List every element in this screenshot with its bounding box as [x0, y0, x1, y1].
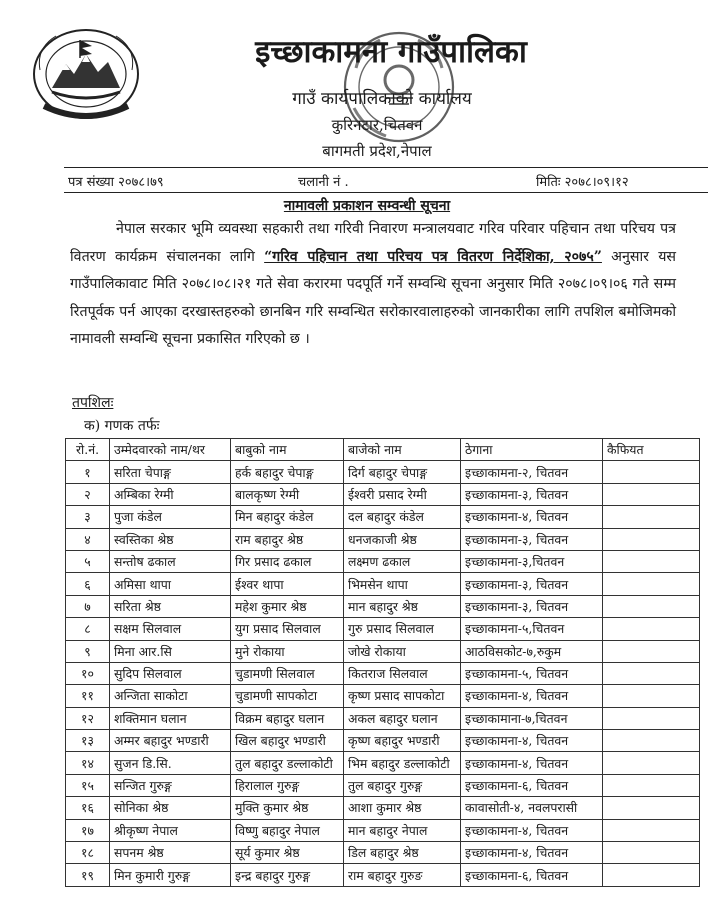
father-name: सूर्य कुमार श्रेष्ठ — [231, 842, 344, 864]
serial-number: १६ — [66, 797, 110, 819]
table-row — [66, 662, 700, 684]
grandfather-name: राम बहादुर गुरुङ — [344, 864, 461, 886]
grandfather-name: जोखे रोकाया — [344, 640, 461, 662]
serial-number: १४ — [66, 752, 110, 774]
grandfather-name: गुरु प्रसाद सिलवाल — [344, 618, 461, 640]
father-name: मिन बहादुर कंडेल — [231, 506, 344, 528]
table-row — [66, 550, 700, 572]
serial-number: ११ — [66, 685, 110, 707]
candidate-name: अम्मर बहादुर भण्डारी — [110, 730, 231, 752]
remarks — [603, 640, 700, 662]
annex-label: तपशिलः — [72, 395, 114, 411]
grandfather-name: दल बहादुर कंडेल — [344, 506, 461, 528]
remarks — [603, 483, 700, 505]
table-row — [66, 640, 700, 662]
col-header-father-name: बाबुको नाम — [231, 439, 344, 461]
serial-number: १५ — [66, 774, 110, 796]
serial-number: ५ — [66, 550, 110, 572]
table-header-row — [66, 439, 700, 461]
table-row — [66, 797, 700, 819]
address: इच्छाकामना-३, चितवन — [461, 483, 603, 505]
serial-number: १९ — [66, 864, 110, 886]
remarks — [603, 707, 700, 729]
remarks — [603, 819, 700, 841]
serial-number: १० — [66, 662, 110, 684]
address: इच्छाकामना-४, चितवन — [461, 730, 603, 752]
serial-number: १ — [66, 461, 110, 483]
grandfather-name: अकल बहादुर घलान — [344, 707, 461, 729]
address: इच्छाकामना-६, चितवन — [461, 864, 603, 886]
col-header-candidate-name: उम्मेदवारको नाम/थर — [110, 439, 231, 461]
candidate-name: मिना आर.सि — [110, 640, 231, 662]
address: इच्छाकामना-३, चितवन — [461, 573, 603, 595]
father-name: हिरालाल गुरुङ्ग — [231, 774, 344, 796]
address: इच्छाकामना-३, चितवन — [461, 528, 603, 550]
candidate-name: अमिसा थापा — [110, 573, 231, 595]
remarks — [603, 730, 700, 752]
table-row — [66, 819, 700, 841]
table-row — [66, 506, 700, 528]
grandfather-name: कितराज सिलवाल — [344, 662, 461, 684]
grandfather-name: तुल बहादुर गुरुङ्ग — [344, 774, 461, 796]
remarks — [603, 595, 700, 617]
candidate-name: अन्जिता साकोटा — [110, 685, 231, 707]
grandfather-name: कृष्ण प्रसाद सापकोटा — [344, 685, 461, 707]
remarks — [603, 685, 700, 707]
remarks — [603, 618, 700, 640]
table-row — [66, 595, 700, 617]
remarks — [603, 842, 700, 864]
serial-number: १२ — [66, 707, 110, 729]
serial-number: ६ — [66, 573, 110, 595]
notice-body — [70, 216, 676, 354]
remarks — [603, 864, 700, 886]
table-row — [66, 774, 700, 796]
notice-heading: नामावली प्रकाशन सम्वन्धी सूचना — [283, 198, 451, 214]
father-name: मुक्ति कुमार श्रेष्ठ — [231, 797, 344, 819]
notice-body-rest: अनुसार यस गाउँपालिकावाट मिति २०७८।०८।२१ गते सेवा करारमा पदपूर्ति गर्ने सम्वन्धि सूचना अनुसार मिति २०७८।०९।०६ गते सम्म रितपूर्वक पर्न आएका दरखास्तहरुको छानबिन गरि सम्वन्धित सरोकारवालाहरुको जानकारीका लागि तपशिल बमोजिमको नामावली सम्वन्धि सूचना प्रकासित गरिएको छ । — [70, 248, 677, 348]
office-province: बागमती प्रदेश,नेपाल — [322, 142, 432, 160]
serial-number: २ — [66, 483, 110, 505]
candidate-name: शक्तिमान घलान — [110, 707, 231, 729]
father-name: चुडामणी सिलवाल — [231, 662, 344, 684]
father-name: गिर प्रसाद ढकाल — [231, 550, 344, 572]
address: इच्छाकामना-५,चितवन — [461, 618, 603, 640]
address: इच्छाकामना-४, चितवन — [461, 506, 603, 528]
address: इच्छाकामना-४, चितवन — [461, 819, 603, 841]
address: कावासोती-४, नवलपरासी — [461, 797, 603, 819]
remarks — [603, 774, 700, 796]
table-row — [66, 528, 700, 550]
address: इच्छाकामना-२, चितवन — [461, 461, 603, 483]
father-name: महेश कुमार श्रेष्ठ — [231, 595, 344, 617]
address: इच्छाकामना-५, चितवन — [461, 662, 603, 684]
serial-number: ३ — [66, 506, 110, 528]
address: इच्छाकामाना-७,चितवन — [461, 707, 603, 729]
father-name: हर्क बहादुर चेपाङ्ग — [231, 461, 344, 483]
serial-number: ९ — [66, 640, 110, 662]
table-row — [66, 752, 700, 774]
remarks — [603, 461, 700, 483]
serial-number: १३ — [66, 730, 110, 752]
remarks — [603, 752, 700, 774]
col-header-grandfather-name: बाजेको नाम — [344, 439, 461, 461]
remarks — [603, 506, 700, 528]
father-name: इन्द्र बहादुर गुरुङ्ग — [231, 864, 344, 886]
serial-number: ८ — [66, 618, 110, 640]
remarks — [603, 573, 700, 595]
father-name: राम बहादुर श्रेष्ठ — [231, 528, 344, 550]
address: इच्छाकामना-४, चितवन — [461, 752, 603, 774]
grandfather-name: डिल बहादुर श्रेष्ठ — [344, 842, 461, 864]
candidate-name: स्वस्तिका श्रेष्ठ — [110, 528, 231, 550]
candidate-name: सपनम श्रेष्ठ — [110, 842, 231, 864]
remarks — [603, 797, 700, 819]
grandfather-name: कृष्ण बहादुर भण्डारी — [344, 730, 461, 752]
guideline-title: “गरिव पहिचान तथा परिचय पत्र वितरण निर्देशिका, २०७५” — [264, 248, 602, 265]
grandfather-name: भिमसेन थापा — [344, 573, 461, 595]
table-row — [66, 573, 700, 595]
grandfather-name: लक्ष्मण ढकाल — [344, 550, 461, 572]
dispatch-number: चलानी नं . — [298, 175, 349, 190]
candidate-name: सन्जित गुरुङ्ग — [110, 774, 231, 796]
father-name: विष्णु बहादुर नेपाल — [231, 819, 344, 841]
candidate-name: अम्बिका रेग्मी — [110, 483, 231, 505]
candidate-name: श्रीकृष्ण नेपाल — [110, 819, 231, 841]
father-name: युग प्रसाद सिलवाल — [231, 618, 344, 640]
serial-number: १७ — [66, 819, 110, 841]
col-header-remarks: कैफियत — [603, 439, 700, 461]
grandfather-name: मान बहादुर नेपाल — [344, 819, 461, 841]
remarks — [603, 662, 700, 684]
col-header-serial: रो.नं. — [66, 439, 110, 461]
candidate-name: सोनिका श्रेष्ठ — [110, 797, 231, 819]
remarks — [603, 550, 700, 572]
serial-number: ७ — [66, 595, 110, 617]
address: इच्छाकामना-४, चितवन — [461, 685, 603, 707]
table-row — [66, 685, 700, 707]
candidate-name: सुदिप सिलवाल — [110, 662, 231, 684]
address: इच्छाकामना-३,चितवन — [461, 550, 603, 572]
table-row — [66, 707, 700, 729]
table-row — [66, 483, 700, 505]
office-title: इच्छाकामना गाउँपालिका — [255, 34, 527, 70]
grandfather-name: भिम बहादुर डल्लाकोटी — [344, 752, 461, 774]
table-row — [66, 618, 700, 640]
grandfather-name: धनजकाजी श्रेष्ठ — [344, 528, 461, 550]
candidate-name: सुजन डि.सि. — [110, 752, 231, 774]
grandfather-name: ईश्वरी प्रसाद रेग्मी — [344, 483, 461, 505]
father-name: बालकृष्ण रेग्मी — [231, 483, 344, 505]
candidate-table — [65, 438, 700, 887]
table-row — [66, 461, 700, 483]
section-label: क) गणक तर्फः — [84, 418, 160, 434]
serial-number: ४ — [66, 528, 110, 550]
letter-number: पत्र संख्या २०७८।७९ — [68, 175, 164, 190]
col-header-address: ठेगाना — [461, 439, 603, 461]
father-name: चुडामणी सापकोटा — [231, 685, 344, 707]
address: आठविसकोट-७,रुकुम — [461, 640, 603, 662]
father-name: ईश्वर थापा — [231, 573, 344, 595]
candidate-name: मिन कुमारी गुरुङ्ग — [110, 864, 231, 886]
father-name: तुल बहादुर डल्लाकोटी — [231, 752, 344, 774]
address: इच्छाकामना-४, चितवन — [461, 842, 603, 864]
table-row — [66, 864, 700, 886]
candidate-name: सरिता चेपाङ्ग — [110, 461, 231, 483]
candidate-name: सन्तोष ढकाल — [110, 550, 231, 572]
candidate-name: सक्षम सिलवाल — [110, 618, 231, 640]
office-address: कुरिनटार,चितवन — [331, 116, 423, 134]
serial-number: १८ — [66, 842, 110, 864]
candidate-name: पुजा कंडेल — [110, 506, 231, 528]
notice-body-intro: नेपाल सरकार भूमि व्यवस्था सहकारी तथा गरिवी निवारण मन्त्रालयवाट गरिव परिवार पहिचान तथा परिचय पत्र वितरण कार्यक्रम संचालनका लागि — [70, 221, 676, 265]
remarks — [603, 528, 700, 550]
father-name: मुने रोकाया — [231, 640, 344, 662]
father-name: खिल बहादुर भण्डारी — [231, 730, 344, 752]
father-name: विक्रम बहादुर घलान — [231, 707, 344, 729]
table-row — [66, 842, 700, 864]
grandfather-name: मान बहादुर श्रेष्ठ — [344, 595, 461, 617]
grandfather-name: आशा कुमार श्रेष्ठ — [344, 797, 461, 819]
address: इच्छाकामना-६, चितवन — [461, 774, 603, 796]
grandfather-name: दिर्ग बहादुर चेपाङ्ग — [344, 461, 461, 483]
office-subtitle: गाउँ कार्यपालिकाको कार्यालय — [292, 89, 472, 109]
letter-meta-bar — [64, 167, 708, 193]
candidate-name: सरिता श्रेष्ठ — [110, 595, 231, 617]
letter-date: मितिः २०७८।०९।१२ — [536, 175, 629, 190]
address: इच्छाकामना-३, चितवन — [461, 595, 603, 617]
table-row — [66, 730, 700, 752]
